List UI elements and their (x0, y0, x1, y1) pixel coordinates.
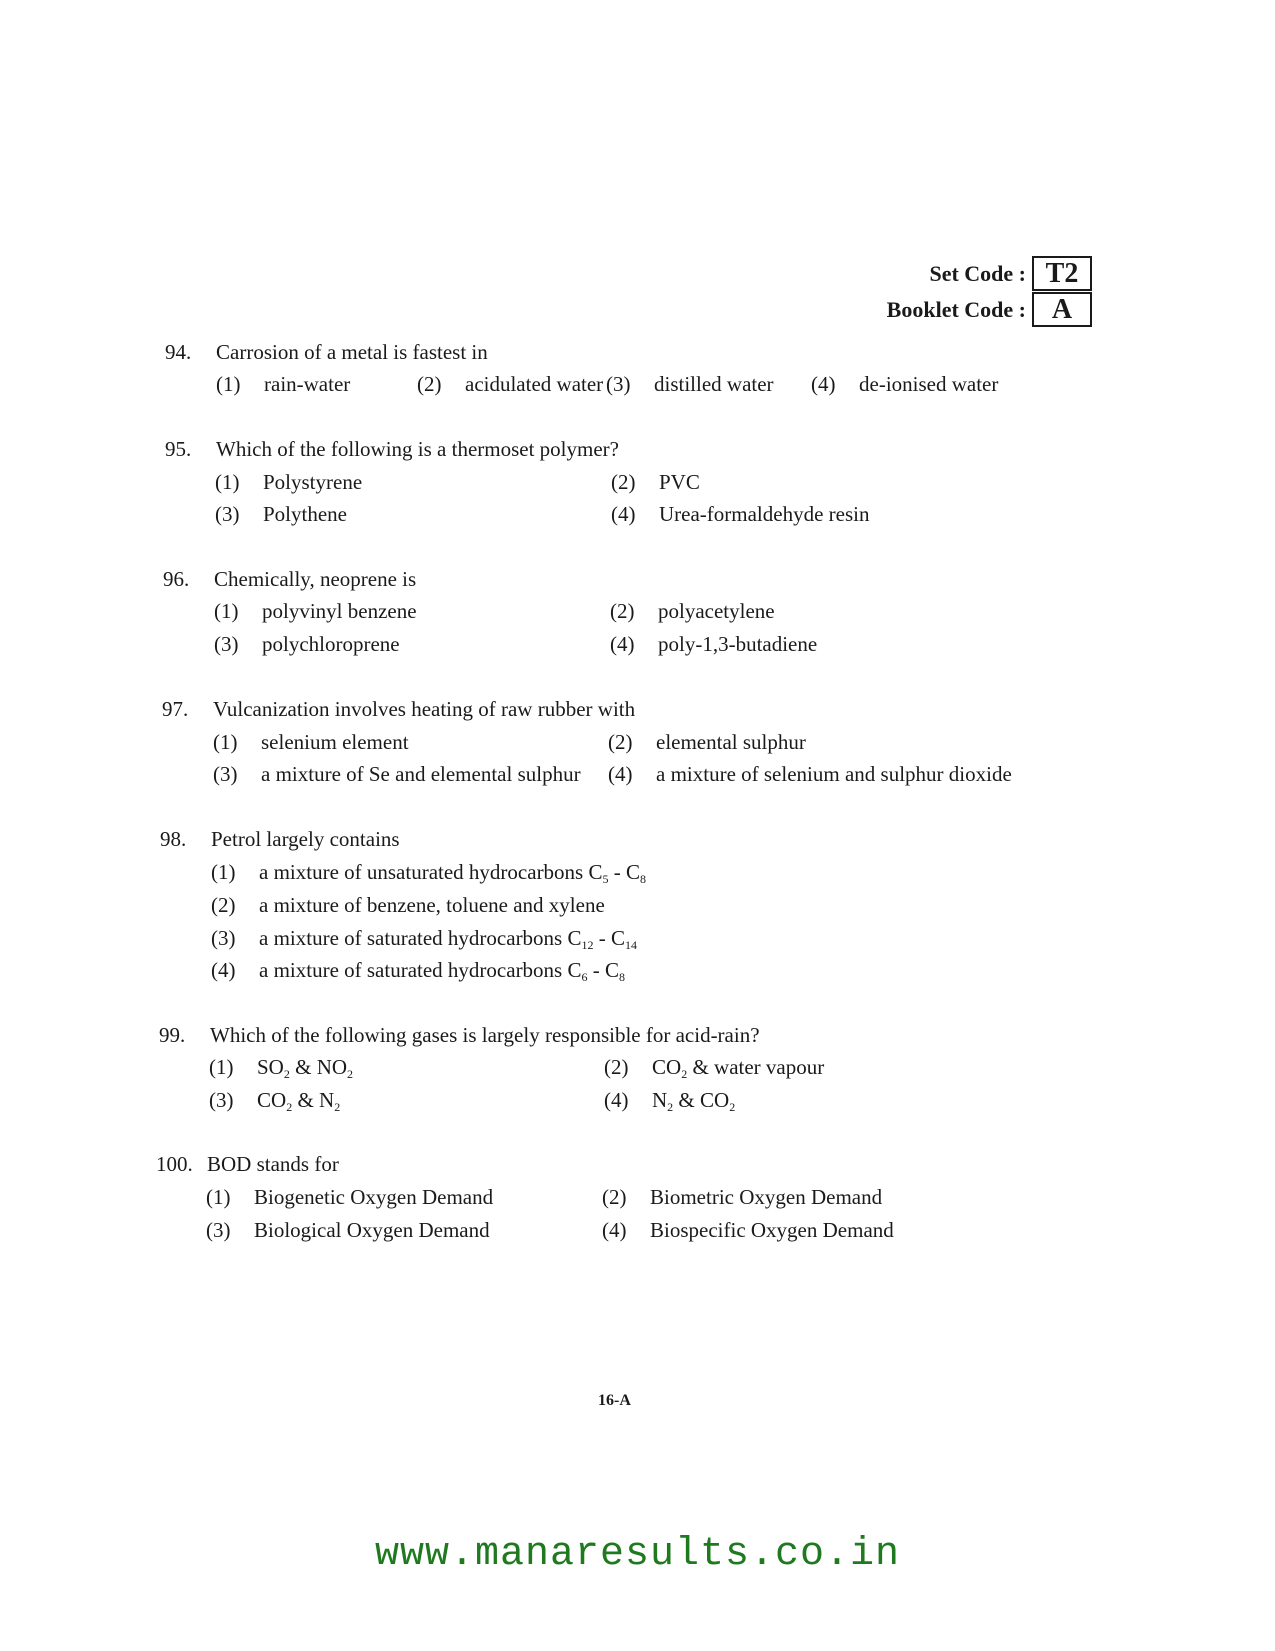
question-number: 94. (165, 340, 192, 364)
option-2: (2) polyacetylene (610, 599, 775, 623)
question-94 (165, 340, 999, 396)
option-3: (3) distilled water (606, 372, 774, 396)
page-number: 16-A (598, 1392, 631, 1409)
question-text: BOD stands for (207, 1152, 339, 1176)
option-3: (3) Biological Oxygen Demand (206, 1218, 490, 1242)
question-99 (159, 1023, 825, 1114)
question-97 (162, 697, 1012, 786)
question-100 (156, 1152, 894, 1242)
option-2: (2) PVC (611, 470, 700, 494)
option-1: (1) Polystyrene (215, 470, 363, 494)
set-code (929, 256, 1092, 291)
option-3: (3) a mixture of saturated hydrocarbons $C_{12} - C_{14}$ (211, 926, 637, 952)
option-3: (3) Polythene (215, 502, 347, 526)
option-2: (2) a mixture of benzene, toluene and xylene (211, 893, 605, 917)
question-number: 95. (165, 437, 192, 461)
question-text: Which of the following is a thermoset polymer? (216, 437, 619, 461)
question-number: 100. (156, 1152, 193, 1176)
question-text: Which of the following gases is largely responsible for acid-rain? (210, 1023, 760, 1047)
question-number: 97. (162, 697, 189, 721)
option-2: (2) elemental sulphur (608, 730, 806, 754)
option-4: (4) a mixture of saturated hydrocarbons $C_6 - C_8$ (211, 958, 625, 984)
option-1: (1) a mixture of unsaturated hydrocarbons $C_5 - C_8$ (211, 860, 646, 886)
option-2: (2) Biometric Oxygen Demand (602, 1185, 883, 1209)
question-text: Petrol largely contains (211, 827, 400, 851)
option-4: (4) poly-1,3-butadiene (610, 632, 818, 656)
option-3: (3) a mixture of Se and elemental sulphur (213, 762, 581, 786)
question-95 (165, 437, 870, 526)
option-1: (1) Biogenetic Oxygen Demand (206, 1185, 494, 1209)
question-number: 96. (163, 567, 190, 591)
option-4: (4) Biospecific Oxygen Demand (602, 1218, 894, 1242)
option-4: (4) a mixture of selenium and sulphur dioxide (608, 762, 1012, 786)
option-1: (1) $SO_2$ & $NO_2$ (209, 1055, 354, 1081)
booklet-code (887, 292, 1092, 327)
option-1: (1) polyvinyl benzene (214, 599, 417, 623)
question-number: 99. (159, 1023, 186, 1047)
question-text: Chemically, neoprene is (214, 567, 417, 591)
booklet-code-value: A (1032, 292, 1092, 327)
question-98 (160, 827, 646, 984)
option-3: (3) $CO_2$ & $N_2$ (209, 1088, 341, 1114)
watermark-url: www.manaresults.co.in (374, 1532, 901, 1577)
set-code-label: Set Code : (929, 260, 1026, 286)
booklet-code-label: Booklet Code : (886, 296, 1026, 322)
set-code-value: T2 (1032, 256, 1092, 291)
option-2: (2) $CO_2$ & water vapour (604, 1055, 825, 1081)
option-2: (2) acidulated water (417, 372, 604, 396)
option-4: (4) Urea-formaldehyde resin (611, 502, 870, 526)
option-3: (3) polychloroprene (214, 632, 400, 656)
option-4: (4) de-ionised water (811, 372, 999, 396)
option-1: (1) rain-water (216, 372, 351, 396)
question-text: Vulcanization involves heating of raw rubber with (213, 697, 636, 721)
question-96 (163, 567, 818, 656)
question-number: 98. (160, 827, 187, 851)
option-1: (1) selenium element (213, 730, 409, 754)
option-4: (4) $N_2$ & $CO_2$ (604, 1088, 736, 1114)
question-text: Carrosion of a metal is fastest in (216, 340, 488, 364)
